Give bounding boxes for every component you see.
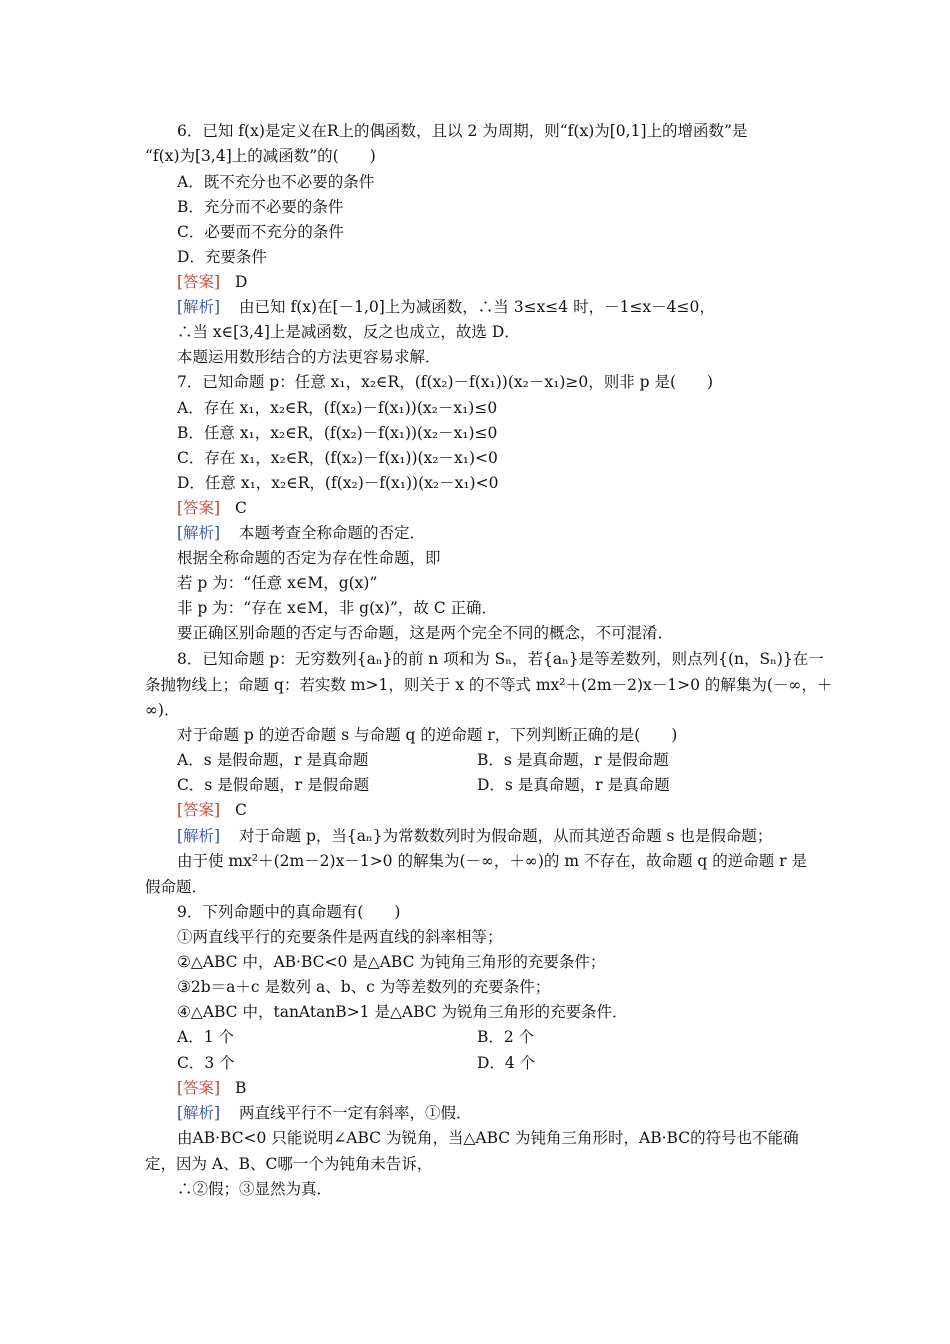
explanation-tag: [解析] (177, 827, 221, 845)
q9-option-a: A．1 个 (177, 1028, 234, 1046)
q7-explanation-line5: 要正确区别命题的否定与否命题，这是两个完全不同的概念，不可混淆． (177, 624, 674, 642)
q8-explanation-line1 (177, 826, 772, 846)
q9-stem-line1: 9．下列命题中的真命题有( ) (177, 903, 401, 921)
explanation-tag: [解析] (177, 524, 221, 542)
q6-stem-line2: “f(x)为[3,4]上的减函数”的( ) (145, 147, 376, 165)
q7-option-d: D．任意 x₁，x₂∈R，(f(x₂)－f(x₁))(x₂－x₁)<0 (177, 474, 499, 492)
q6-explanation-line1 (177, 297, 715, 317)
q7-stem-line1: 7．已知命题 p：任意 x₁，x₂∈R，(f(x₂)－f(x₁))(x₂－x₁)≥0，则非 p 是( ) (177, 373, 714, 391)
q7-option-b: B．任意 x₁，x₂∈R，(f(x₂)－f(x₁))(x₂－x₁)≤0 (177, 424, 498, 442)
q9-explanation-text1: 两直线平行不一定有斜率，①假． (239, 1104, 472, 1122)
q7-explanation-line4: 非 p 为：“存在 x∈M，非 g(x)”，故 C 正确． (177, 599, 498, 617)
q9-statement-4: ④△ABC 中，tanAtanB>1 是△ABC 为锐角三角形的充要条件． (177, 1003, 628, 1021)
answer-tag: [答案] (177, 1079, 221, 1097)
q9-option-b: B．2 个 (477, 1028, 535, 1046)
q9-explanation-line3: 定，因为 A、B、C哪一个为钝角未告诉， (145, 1155, 433, 1173)
q6-answer-line (177, 272, 247, 292)
answer-tag: [答案] (177, 801, 221, 819)
q7-answer-line (177, 498, 247, 518)
q8-stem-line4: 对于命题 p 的逆否命题 s 与命题 q 的逆命题 r，下列判断正确的是( ) (177, 726, 678, 744)
q8-option-a: A．s 是假命题，r 是真命题 (177, 751, 369, 769)
q6-explanation-line2: ∴当 x∈[3,4]上是减函数，反之也成立，故选 D． (177, 323, 520, 341)
q7-explanation-line2: 根据全称命题的否定为存在性命题，即 (177, 549, 441, 567)
answer-tag: [答案] (177, 273, 221, 291)
q7-answer-value: C (235, 499, 247, 517)
q7-explanation-line1 (177, 523, 425, 543)
q9-explanation-line2: 由AB·BC<0 只能说明∠ABC 为锐角，当△ABC 为钝角三角形时，AB·BC的符号也不能确 (177, 1129, 799, 1147)
q6-option-b: B．充分而不必要的条件 (177, 198, 344, 216)
q7-option-a: A．存在 x₁，x₂∈R，(f(x₂)－f(x₁))(x₂－x₁)≤0 (177, 399, 498, 417)
q9-explanation-line1 (177, 1103, 472, 1123)
q9-option-d: D．4 个 (477, 1054, 536, 1072)
q7-option-c: C．存在 x₁，x₂∈R，(f(x₂)－f(x₁))(x₂－x₁)<0 (177, 449, 498, 467)
q8-option-c: C．s 是假命题，r 是假命题 (177, 776, 370, 794)
q9-option-c: C．3 个 (177, 1054, 235, 1072)
q8-stem-line2: 条抛物线上；命题 q：若实数 m>1，则关于 x 的不等式 mx²＋(2m－2)x－1>0 的解集为(－∞，＋ (145, 676, 833, 694)
q8-option-d: D．s 是真命题，r 是真命题 (477, 776, 670, 794)
q6-option-a: A．既不充分也不必要的条件 (177, 173, 375, 191)
q8-explanation-line3: 假命题． (145, 878, 208, 896)
q6-explanation-line3: 本题运用数形结合的方法更容易求解． (177, 348, 441, 366)
q8-explanation-text1: 对于命题 p，当{aₙ}为常数数列时为假命题，从而其逆否命题 s 也是假命题； (239, 827, 773, 845)
q7-explanation-text1: 本题考查全称命题的否定． (239, 524, 426, 542)
q9-explanation-line4: ∴②假；③显然为真． (177, 1180, 333, 1198)
q8-stem-line1: 8．已知命题 p：无穷数列{aₙ}的前 n 项和为 Sₙ，若{aₙ}是等差数列，则点列{(n，Sₙ)}在一 (177, 650, 824, 668)
q6-option-d: D．充要条件 (177, 248, 267, 266)
q9-statement-2: ②△ABC 中，AB·BC<0 是△ABC 为钝角三角形的充要条件； (177, 953, 606, 971)
q9-statement-3: ③2b＝a＋c 是数列 a、b、c 为等差数列的充要条件； (177, 978, 551, 996)
q6-explanation-text1: 由已知 f(x)在[－1,0]上为减函数，∴当 3≤x≤4 时，－1≤x－4≤0， (239, 298, 715, 316)
q8-stem-line3: ∞)． (145, 701, 180, 719)
q8-option-b: B．s 是真命题，r 是假命题 (477, 751, 669, 769)
q9-statement-1: ①两直线平行的充要条件是两直线的斜率相等； (177, 928, 503, 946)
q8-answer-value: C (235, 801, 247, 819)
explanation-tag: [解析] (177, 1104, 221, 1122)
q9-answer-value: B (235, 1079, 247, 1097)
q9-answer-line (177, 1078, 246, 1098)
q7-explanation-line3: 若 p 为：“任意 x∈M，g(x)” (177, 574, 378, 592)
q8-answer-line (177, 800, 247, 820)
q8-explanation-line2: 由于使 mx²＋(2m－2)x－1>0 的解集为(－∞，＋∞)的 m 不存在，故命题 q 的逆命题 r 是 (177, 852, 807, 870)
q6-option-c: C．必要而不充分的条件 (177, 223, 344, 241)
q6-stem-line1: 6．已知 f(x)是定义在R上的偶函数，且以 2 为周期，则“f(x)为[0,1]上的增函数”是 (177, 122, 748, 140)
answer-tag: [答案] (177, 499, 221, 517)
q6-answer-value: D (235, 273, 248, 291)
explanation-tag: [解析] (177, 298, 221, 316)
